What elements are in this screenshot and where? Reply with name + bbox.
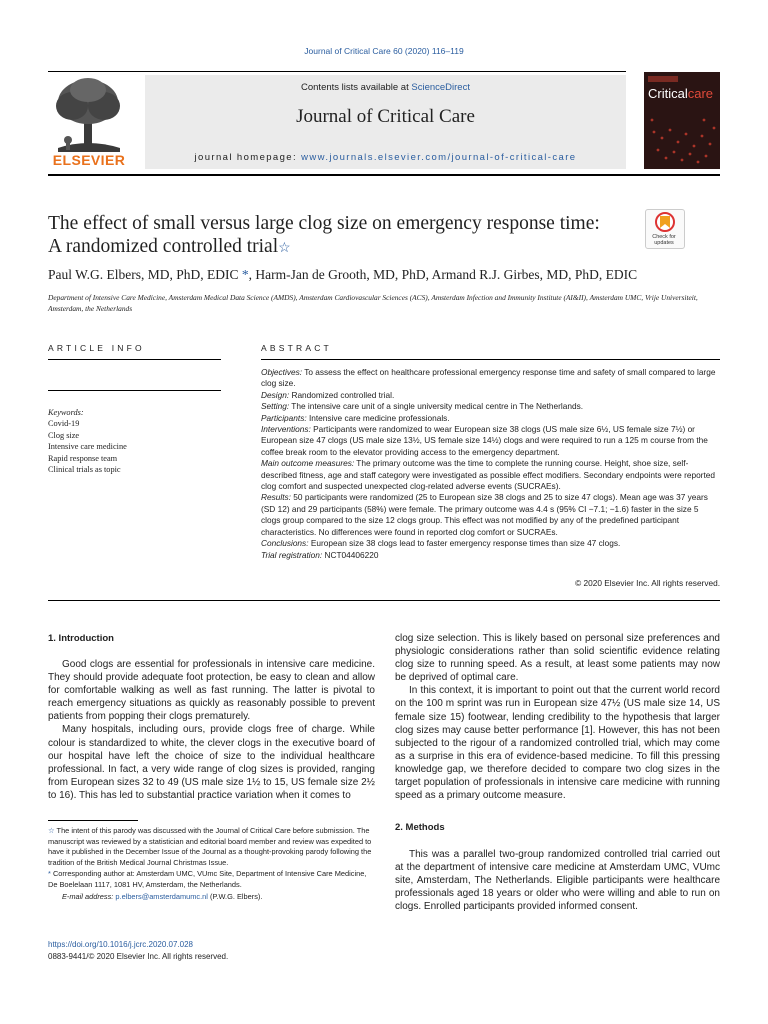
- abstract-text: Randomized controlled trial.: [289, 389, 395, 400]
- abstract-label: Conclusions:: [261, 538, 309, 549]
- abstract-copyright: © 2020 Elsevier Inc. All rights reserved.: [575, 578, 720, 588]
- header-rule-top: [48, 71, 626, 72]
- author-first: Paul W.G. Elbers, MD, PhD, EDIC: [48, 267, 239, 282]
- contents-line: [145, 82, 626, 93]
- abstract-text: Participants were randomized to wear European size 38 clogs (US male size 6½, US female size 7½) or European size 47 clogs (US male size 13½, US female size 14½) clogs and were required to run a 125 m course from the coffee break room to the elevator providing access to the emergency department.: [261, 424, 708, 457]
- keyword: Intensive care medicine: [48, 442, 127, 452]
- corresponding-author-mark[interactable]: *: [238, 267, 249, 282]
- abstract-body: [261, 367, 720, 561]
- abstract-item: [261, 458, 720, 492]
- article-info-rule-1: [48, 359, 221, 360]
- abstract-text: Intensive care medicine professionals.: [306, 412, 450, 423]
- abstract-label: Objectives:: [261, 367, 303, 377]
- keyword: Rapid response team: [48, 453, 118, 463]
- article-info-heading: ARTICLE INFO: [48, 343, 145, 353]
- contents-prefix: Contents lists available at: [301, 82, 412, 93]
- footnote-1: [48, 826, 375, 868]
- abstract-label: Trial registration:: [261, 549, 323, 560]
- keywords-block: [48, 407, 223, 475]
- paragraph: This was a parallel two-group randomized controlled trial carried out at the department of intensive care medicine at Amsterdam UMC, VUmc site, Amsterdam, The Netherlands. Eligible participants were healthcare professionals aged 18 years or older who were willing and able to run on clogs. Enrolled participants provided informed consent.: [395, 849, 720, 913]
- article-info-rule-2: [48, 390, 221, 391]
- abstract-label: Results:: [261, 492, 291, 503]
- homepage-link[interactable]: www.journals.elsevier.com/journal-of-critical-care: [301, 152, 577, 163]
- abstract-text: The primary outcome was the time to complete the running course. Height, shoe size, self-described fitness, age and staff category were investigated as possible effect modifiers. Secondary endpoints were reported clog comfort and suspected unexpected clog-related adverse events (SUCRAEs).: [261, 458, 715, 492]
- keywords-label: Keywords:: [48, 408, 84, 417]
- section-title-methods: 2. Methods: [395, 822, 445, 833]
- intro-left-text: [48, 658, 375, 802]
- paragraph: Good clogs are essential for professionals in intensive care medicine. They should provide adequate foot protection, be easy to clean and allow for comfortable walking as well as fast running. The latter is pivotal to reach emergency situations as quickly as reasonably possible to prevent patients from popping their clogs prematurely.: [48, 659, 375, 723]
- cover-word-b: care: [687, 86, 714, 101]
- doi-link[interactable]: https://doi.org/10.1016/j.jcrc.2020.07.028: [48, 940, 193, 949]
- title-footnote-star[interactable]: ☆: [278, 241, 291, 256]
- title-line-1: The effect of small versus large clog size on emergency response time:: [48, 213, 600, 234]
- keyword: Clog size: [48, 430, 80, 440]
- cover-title: [648, 86, 713, 101]
- footnote-rule: [48, 820, 138, 821]
- abstract-label: Participants:: [261, 412, 307, 423]
- issn-line: 0883-9441/© 2020 Elsevier Inc. All rights reserved.: [48, 952, 229, 961]
- section-title-introduction: 1. Introduction: [48, 633, 114, 644]
- abstract-item: [261, 424, 720, 458]
- footnote-1-text: The intent of this parody was discussed with the Journal of Critical Care before submission. The manuscript was reviewed by a statistician and editorial board member and review was expedited to have it published in the December Issue of the Journal as a thought-provoking parody following the tradition of the British Medical Journal Christmas Issue.: [48, 826, 372, 867]
- abstract-item: [261, 550, 720, 561]
- abstract-label: Setting:: [261, 401, 290, 412]
- affiliation: Department of Intensive Care Medicine, Amsterdam Medical Data Science (AMDS), Amsterdam Cardiovascular Sciences (ACS), Amsterdam Infection and Immunity Institute (AI&II), Amsterdam UMC, Vrije Universiteit, Amsterdam, the Netherlands: [48, 293, 698, 313]
- methods-text: [395, 848, 720, 913]
- abstract-rule: [261, 359, 720, 360]
- article-title: [48, 212, 638, 260]
- sciencedirect-link[interactable]: ScienceDirect: [411, 82, 470, 93]
- abstract-text: The intensive care unit of a single university medical centre in The Netherlands.: [289, 401, 584, 412]
- abstract-label: Interventions:: [261, 424, 311, 435]
- abstract-item: [261, 413, 720, 424]
- journal-reference[interactable]: Journal of Critical Care 60 (2020) 116–119: [304, 46, 464, 56]
- paragraph: Many hospitals, including ours, provide clogs free of charge. While colour is standardized to white, the clever clogs in the executive board of our hospital have left the choice of size to the individual healthcare professional. In fact, a very wide range of clog sizes is provided, ranging from European sizes 32 to 49 (US male size 1½ to 15, US female size 2½ to 16). This has led to substantial practice variation when it comes to: [48, 724, 375, 801]
- intro-right-text: [395, 632, 720, 802]
- homepage-prefix: journal homepage:: [194, 152, 302, 163]
- abstract-item: [261, 390, 720, 401]
- check-for-updates-label: Check for updates: [652, 234, 676, 246]
- abstract-item: [261, 492, 720, 538]
- abstract-item: [261, 401, 720, 412]
- author-list: [48, 267, 720, 283]
- bookmark-icon: [646, 210, 684, 234]
- abstract-bottom-rule: [48, 600, 720, 601]
- homepage-line: [145, 152, 626, 163]
- footnote-2-text: Corresponding author at: Amsterdam UMC, VUmc Site, Department of Intensive Care Medicine, De Boelelaan 1117, 1081 HV, Amsterdam, the Netherlands.: [48, 869, 367, 889]
- paragraph: clog size selection. This is likely based on personal size preferences and physiologic considerations rather than solid scientific evidence relating clog size to running speed. As a result, at least some patients may now be deprived of optimal care.: [395, 633, 720, 684]
- paragraph: In this context, it is important to point out that the current world record on the 100 m sprint was run in European size 47½ (US male size 14, US female size 15) footwear, lending credibility to the hypothesis that larger clog sizes may cause better performance [1]. However, this has not been subjected to the rigour of a randomized controlled trial, which may come as a surprise in this era of evidence-based medicine. To fill this pressing knowledge gap, we therefore decided to compare two clog sizes in the target population of professionals in intensive care medicine with running speed as a primary outcome measure.: [395, 685, 720, 802]
- abstract-text: To assess the effect on healthcare professional emergency response time and safety of small compared to large clog size.: [261, 367, 716, 389]
- footnotes: [48, 826, 375, 903]
- keyword: Covid-19: [48, 419, 80, 429]
- journal-title: Journal of Critical Care: [296, 106, 475, 127]
- email-suffix: (P.W.G. Elbers).: [207, 891, 263, 901]
- title-line-2-wrap: [48, 235, 638, 260]
- abstract-item: [261, 367, 720, 390]
- footnote-star[interactable]: ☆: [48, 826, 55, 835]
- abstract-text: European size 38 clogs lead to faster emergency response times than size 47 clogs.: [308, 538, 621, 549]
- header-rule-bottom: [48, 174, 720, 176]
- footnote-email: [48, 892, 375, 903]
- abstract-text: 50 participants were randomized (25 to European size 38 clogs and 25 to size 47 clogs). Mean age was 37 years (SD 12) and 29 participants (58%) were female. The primary outcome was 4.4 s (95% CI −7.1; −1.6) faster in the size 5 clogs group compared to the size 12 clogs group. This effect was not modified by any of the predefined participant characteristics. No differences were found in reported clog comfort or SUCRAEs.: [261, 492, 708, 537]
- email-link[interactable]: p.elbers@amsterdamumc.nl: [115, 891, 208, 901]
- abstract-label: Design:: [261, 389, 290, 400]
- footnote-corresponding-mark[interactable]: *: [48, 869, 51, 879]
- cover-word-a: Critical: [648, 86, 688, 101]
- keyword: Clinical trials as topic: [48, 465, 121, 475]
- abstract-label: Main outcome measures:: [261, 458, 355, 469]
- abstract-item: [261, 538, 720, 549]
- author-rest: , Harm-Jan de Grooth, MD, PhD, Armand R.J. Girbes, MD, PhD, EDIC: [248, 267, 638, 282]
- footnote-2: [48, 869, 375, 890]
- email-label: E-mail address:: [62, 891, 114, 901]
- title-line-2: A randomized controlled trial: [48, 236, 279, 257]
- elsevier-wordmark: ELSEVIER: [52, 152, 126, 168]
- abstract-text: NCT04406220: [322, 549, 379, 560]
- abstract-heading: ABSTRACT: [261, 343, 332, 353]
